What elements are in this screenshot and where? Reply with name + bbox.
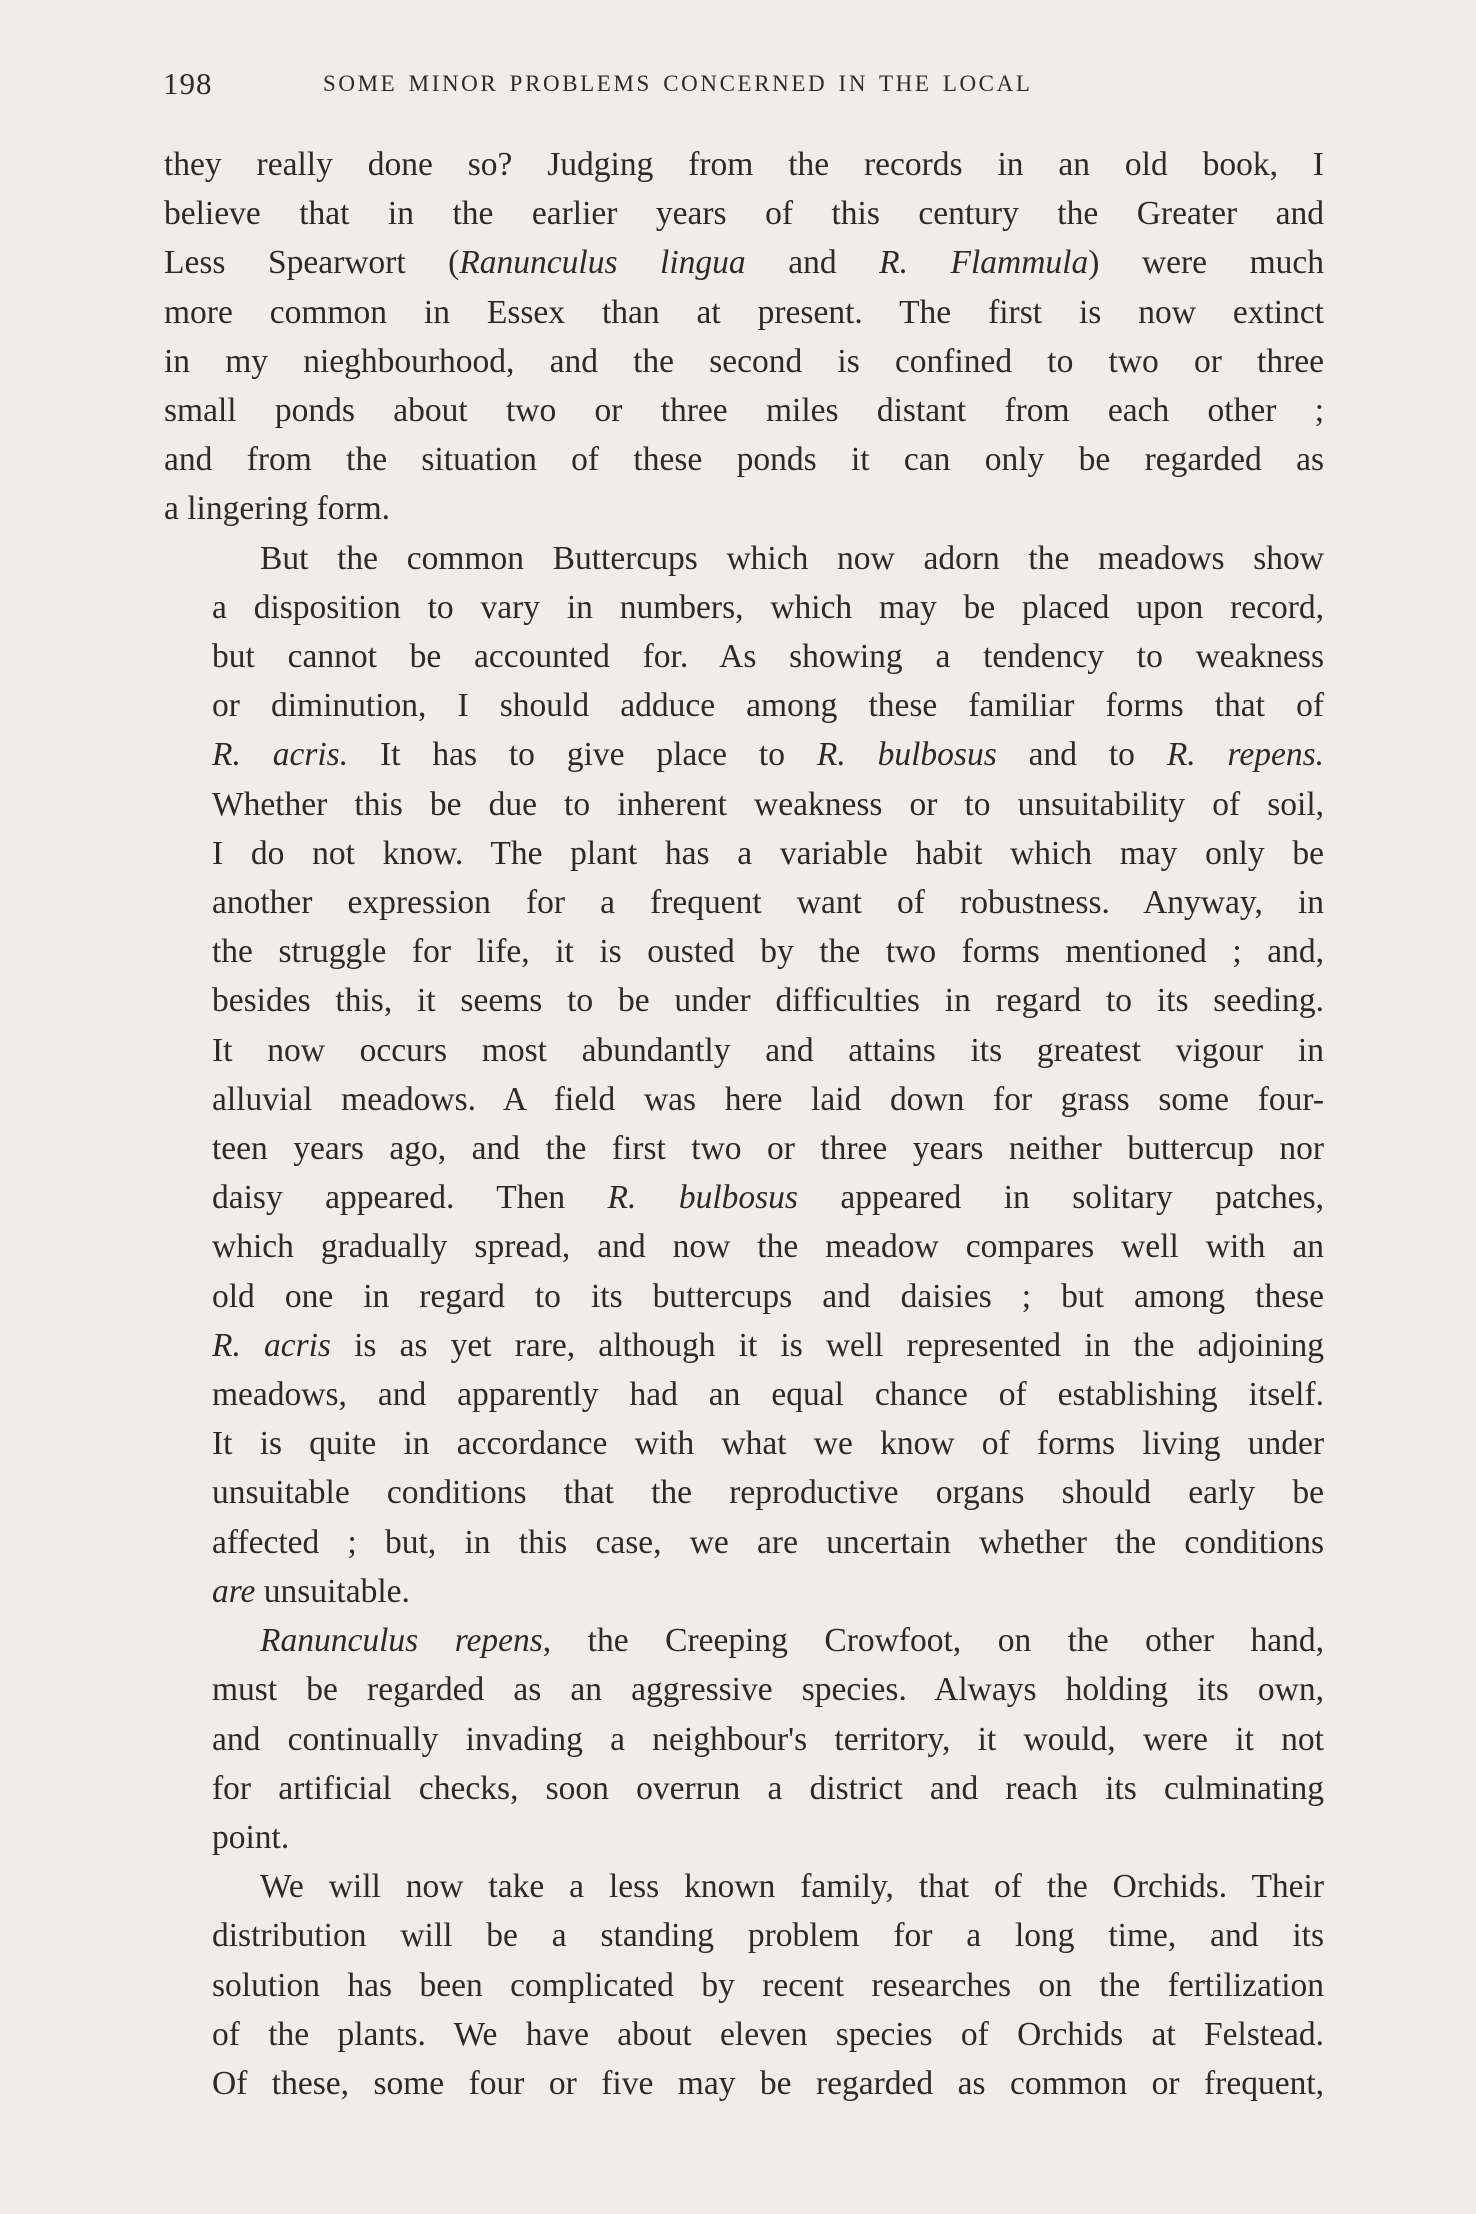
text-line: must be regarded as an aggressive species. Always holding its own,: [212, 1671, 1324, 1709]
page-number: 198: [163, 66, 213, 101]
text-line: Whether this be due to inherent weakness or to unsuitability of soil,: [212, 785, 1324, 823]
text-line: I do not know. The plant has a variable habit which may only be: [212, 834, 1324, 872]
text-line: and from the situation of these ponds it can only be regarded as: [164, 441, 1324, 479]
running-head: [163, 66, 1203, 106]
paragraph: [164, 1862, 1324, 2108]
text-line: R. acris is as yet rare, although it is well represented in the adjoining: [212, 1326, 1324, 1364]
text-line: meadows, and apparently had an equal chance of establishing itself.: [212, 1376, 1324, 1414]
text-line: It now occurs most abundantly and attains its greatest vigour in: [212, 1031, 1324, 1069]
text-line: unsuitable conditions that the reproductive organs should early be: [212, 1474, 1324, 1512]
text-line: small ponds about two or three miles distant from each other ;: [164, 392, 1324, 430]
text-line: they really done so? Judging from the records in an old book, I: [164, 146, 1324, 183]
text-line: which gradually spread, and now the meadow compares well with an: [212, 1228, 1324, 1266]
text-line: more common in Essex than at present. The first is now extinct: [164, 293, 1324, 331]
text-line: a lingering form.: [164, 490, 391, 528]
text-line: Of these, some four or five may be regarded as common or frequent,: [212, 2064, 1324, 2102]
text-line: but cannot be accounted for. As showing a tendency to weakness: [212, 638, 1324, 676]
body-text: [164, 140, 1324, 2108]
text-line: R. acris. It has to give place to R. bulbosus and to R. repens.: [212, 736, 1324, 774]
text-line: daisy appeared. Then R. bulbosus appeared in solitary patches,: [212, 1179, 1324, 1217]
text-line: alluvial meadows. A field was here laid down for grass some four-: [212, 1080, 1324, 1118]
text-line: believe that in the earlier years of this century the Greater and: [164, 195, 1324, 233]
text-line: in my nieghbourhood, and the second is confined to two or three: [164, 342, 1324, 380]
text-line: a disposition to vary in numbers, which may be placed upon record,: [212, 588, 1324, 626]
paragraph: [164, 140, 1324, 534]
text-line: old one in regard to its buttercups and daisies ; but among these: [212, 1277, 1324, 1315]
text-line: Less Spearwort (Ranunculus lingua and R. Flammula) were much: [164, 244, 1325, 282]
text-line: or diminution, I should adduce among these familiar forms that of: [212, 687, 1324, 725]
text-line: solution has been complicated by recent researches on the fertilization: [212, 1966, 1324, 2004]
text-line: teen years ago, and the first two or three years neither buttercup nor: [212, 1130, 1324, 1168]
text-line: We will now take a less known family, that of the Orchids. Their: [260, 1868, 1324, 1906]
text-line: are unsuitable.: [212, 1572, 410, 1610]
text-line: But the common Buttercups which now adorn the meadows show: [260, 539, 1324, 577]
running-head-title: SOME MINOR PROBLEMS CONCERNED IN THE LOCAL: [323, 71, 1033, 96]
text-line: the struggle for life, it is ousted by the two forms mentioned ; and,: [212, 933, 1324, 971]
text-line: point.: [212, 1818, 290, 1856]
text-line: of the plants. We have about eleven species of Orchids at Felstead.: [212, 2015, 1324, 2053]
text-line: besides this, it seems to be under difficulties in regard to its seeding.: [212, 982, 1324, 1020]
text-line: distribution will be a standing problem for a long time, and its: [212, 1917, 1324, 1955]
text-line: another expression for a frequent want of robustness. Anyway, in: [212, 884, 1324, 922]
text-line: for artificial checks, soon overrun a district and reach its culminating: [212, 1769, 1324, 1807]
text-line: It is quite in accordance with what we know of forms living under: [212, 1425, 1324, 1463]
text-line: and continually invading a neighbour's territory, it would, were it not: [212, 1720, 1324, 1758]
paragraph: [164, 534, 1324, 1616]
paragraph: [164, 1616, 1324, 1862]
text-line: affected ; but, in this case, we are uncertain whether the conditions: [212, 1523, 1324, 1561]
text-line: Ranunculus repens, the Creeping Crowfoot, on the other hand,: [260, 1622, 1324, 1660]
